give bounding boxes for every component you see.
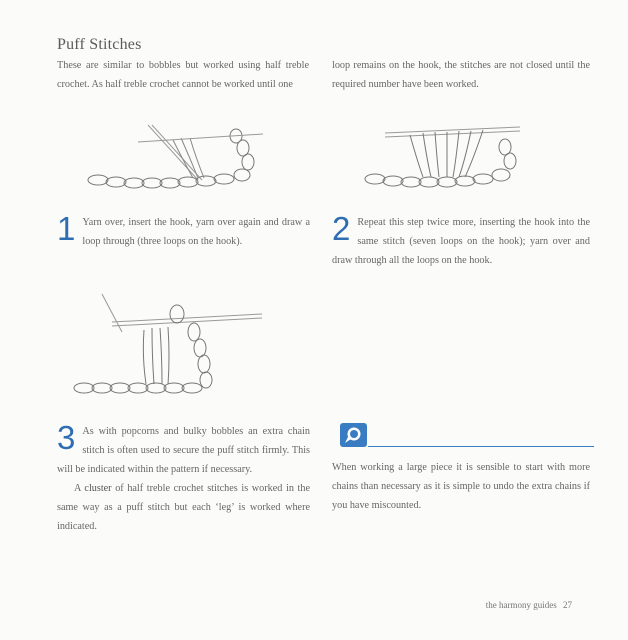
page-footer xyxy=(482,600,572,610)
cluster-prefix: A xyxy=(74,483,85,494)
step-3-text: As with popcorns and bulky bobbles an extra chain stitch is often used to secure the puff stitch firmly. This will be indicated within the pattern if necessary. xyxy=(57,426,310,475)
step-3-illustration xyxy=(72,292,272,402)
page-title: Puff Stitches xyxy=(57,36,142,53)
step-1-illustration xyxy=(78,120,268,200)
step-2 xyxy=(332,210,590,270)
cluster-paragraph xyxy=(57,479,310,536)
footer-series: the harmony guides xyxy=(485,600,557,610)
step-3-number: 3 xyxy=(57,419,76,456)
footer-page-number: 27 xyxy=(563,600,572,610)
step-1-number: 1 xyxy=(57,210,76,247)
step-2-number: 2 xyxy=(332,210,351,247)
tip-divider xyxy=(368,446,594,447)
step-3 xyxy=(57,419,310,479)
step-1 xyxy=(57,210,310,251)
step-2-illustration xyxy=(355,115,545,200)
cluster-term: cluster xyxy=(84,483,112,494)
tip-bubble-icon xyxy=(340,423,367,447)
cluster-suffix: of half treble crochet stitches is worked in the same way as a puff stitch but each ‘leg’ is worked where indicated. xyxy=(57,483,310,532)
step-2-text: Repeat this step twice more, inserting the hook into the same stitch (seven loops on the hook); yarn over and draw through all the loops on the hook. xyxy=(332,217,590,266)
intro-left: These are similar to bobbles but worked using half treble crochet. As half treble crochet cannot be worked until one xyxy=(57,60,309,90)
intro-right: loop remains on the hook, the stitches are not closed until the required number have been worked. xyxy=(332,60,590,90)
step-1-text: Yarn over, insert the hook, yarn over again and draw a loop through (three loops on the hook). xyxy=(82,217,310,247)
tip-text: When working a large piece it is sensible to start with more chains than necessary as it is simple to undo the extra chains if you have miscounted. xyxy=(332,462,590,511)
